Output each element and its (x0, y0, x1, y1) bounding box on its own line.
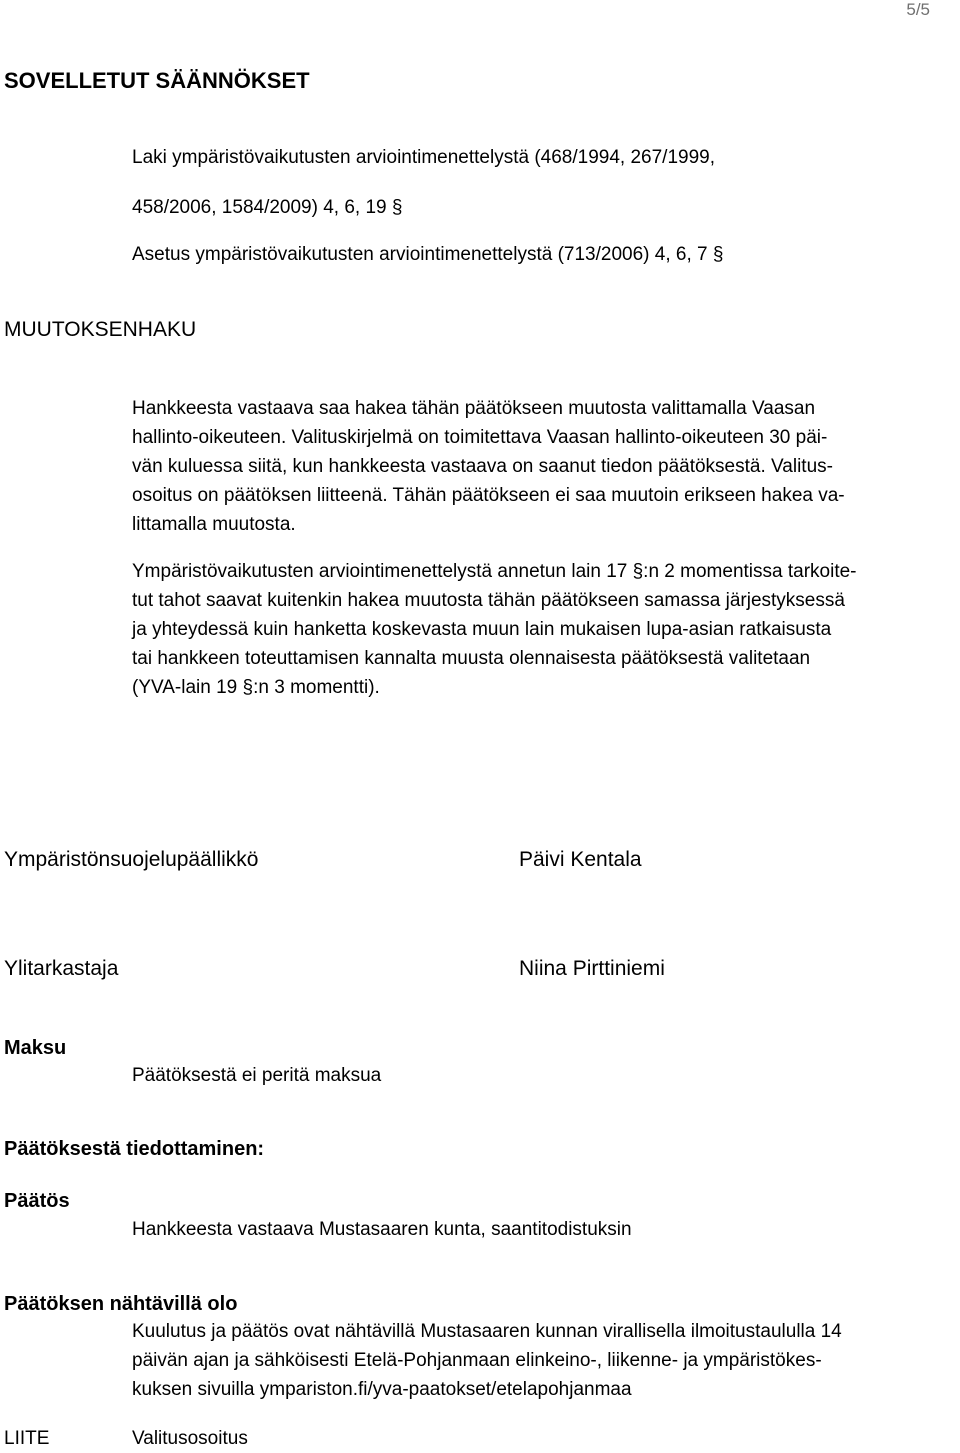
appeal-p1-line: littamalla muutosta. (132, 514, 296, 535)
signature-name-1: Päivi Kentala (519, 848, 642, 871)
fee-label: Maksu (4, 1037, 67, 1059)
attachment-text: Valitusosoitus (132, 1428, 248, 1449)
display-line: kuksen sivuilla ympariston.fi/yva-paatokset/etelapohjanmaa (132, 1379, 632, 1400)
appeal-p2-line: Ympäristövaikutusten arviointimenettelystä annetun lain 17 §:n 2 momentissa tarkoite- (132, 561, 857, 582)
appeal-p1-line: osoitus on päätöksen liitteenä. Tähän päätökseen ei saa muutoin erikseen hakea va- (132, 485, 845, 506)
appeal-paragraph-1 (132, 394, 932, 539)
appeal-p1-line: vän kuluessa siitä, kun hankkeesta vastaava on saanut tiedon päätöksestä. Valitus- (132, 456, 833, 477)
appeal-p2-line: tai hankkeen toteuttamisen kannalta muusta olennaisesta päätöksestä valitetaan (132, 648, 811, 669)
section-title-appeal: MUUTOKSENHAKU (4, 318, 197, 341)
display-label: Päätöksen nähtävillä olo (4, 1293, 238, 1315)
display-line: Kuulutus ja päätös ovat nähtävillä Mustasaaren kunnan virallisella ilmoitustaululla 14 (132, 1321, 842, 1342)
signature-title-2: Ylitarkastaja (4, 957, 119, 980)
fee-text: Päätöksestä ei peritä maksua (132, 1065, 382, 1086)
appeal-paragraph-2 (132, 557, 932, 702)
rule-line-3: Asetus ympäristövaikutusten arviointimenettelystä (713/2006) 4, 6, 7 § (132, 244, 724, 265)
appeal-p2-line: tut tahot saavat kuitenkin hakea muutosta tähän päätökseen samassa järjestyksessä (132, 590, 845, 611)
signature-title-1: Ympäristönsuojelupäällikkö (4, 848, 259, 871)
appeal-p1-line: hallinto-oikeuteen. Valituskirjelmä on toimitettava Vaasan hallinto-oikeuteen 30 päi- (132, 427, 828, 448)
rule-line-1: Laki ympäristövaikutusten arviointimenettelystä (468/1994, 267/1999, (132, 147, 716, 168)
appeal-p1-line: Hankkeesta vastaava saa hakea tähän päätökseen muutosta valittamalla Vaasan (132, 398, 816, 419)
signature-name-2: Niina Pirttiniemi (519, 957, 665, 980)
page-number: 5/5 (906, 0, 930, 19)
rule-line-2: 458/2006, 1584/2009) 4, 6, 19 § (132, 197, 403, 218)
section-title-applied-rules: SOVELLETUT SÄÄNNÖKSET (4, 68, 310, 93)
display-line: päivän ajan ja sähköisesti Etelä-Pohjanmaan elinkeino-, liikenne- ja ympäristökes- (132, 1350, 822, 1371)
attachment-label: LIITE (4, 1428, 50, 1449)
decision-label: Päätös (4, 1190, 70, 1212)
notification-title: Päätöksestä tiedottaminen: (4, 1138, 265, 1160)
appeal-p2-line: ja yhteydessä kuin hanketta koskevasta muun lain mukaisen lupa-asian ratkaisusta (132, 619, 832, 640)
appeal-p2-line: (YVA-lain 19 §:n 3 momentti). (132, 677, 380, 698)
decision-text: Hankkeesta vastaava Mustasaaren kunta, saantitodistuksin (132, 1219, 632, 1240)
display-paragraph (132, 1317, 932, 1404)
